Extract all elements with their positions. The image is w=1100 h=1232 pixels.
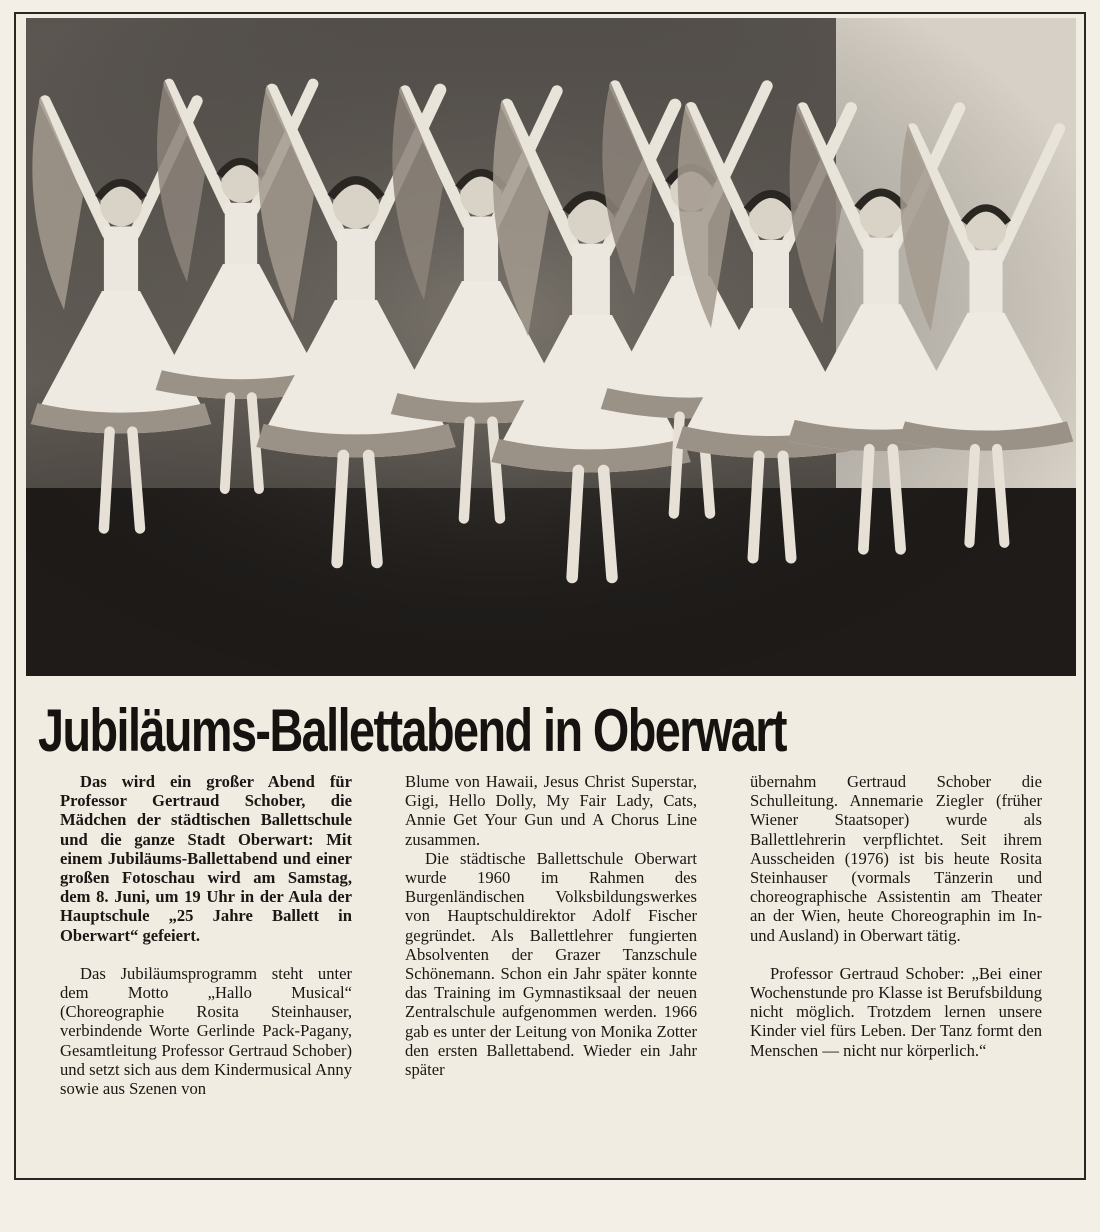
body-paragraph: Blume von Hawaii, Jesus Christ Superstar, Gigi, Hello Dolly, My Fair Lady, Cats, Annie Get Your Gun und A Chorus Line zusammen. [405, 772, 697, 849]
quote-paragraph: Professor Gertraud Schober: „Bei einer Wochenstunde pro Klasse ist Berufsbildung nicht möglich. Trotzdem lernen unsere Kinder viel fürs Leben. Der Tanz formt den Menschen — nicht nur körperlich.“ [750, 963, 1042, 1060]
headline: Jubiläums-Ballettabend in Oberwart [38, 697, 786, 764]
body-paragraph: Die städtische Ballettschule Oberwart wurde 1960 im Rahmen des Burgenländischen Volksbildungswerkes von Hauptschuldirektor Adolf Fischer gegründet. Als Ballettlehrer fungierten Absolventen der Grazer Tanzschule Schönemann. Schon ein Jahr später konnte das Training im Gymnastiksaal der neuen Zentralschule aufgenommen werden. 1966 gab es unter der Leitung von Monika Zotter den ersten Ballettabend. Wieder ein Jahr später [405, 848, 697, 1080]
column-2 [405, 772, 697, 1079]
newspaper-clipping [14, 12, 1086, 1180]
photo-illustration [26, 18, 1076, 676]
ballet-dancers-photo [26, 18, 1076, 676]
body-paragraph: Das Jubiläumsprogramm steht unter dem Motto „Hallo Musical“ (Choreographie Rosita Steinhauser, verbindende Worte Gerlinde Pack-Pagany, Gesamtleitung Professor Gertraud Schober) und setzt sich aus dem Kindermusical Anny sowie aus Szenen von [60, 963, 352, 1099]
article-columns [60, 772, 1060, 1172]
column-3 [750, 772, 1042, 1060]
column-1 [60, 772, 352, 1098]
lead-paragraph: Das wird ein großer Abend für Professor Gertraud Schober, die Mädchen der städtischen Ballettschule und die ganze Stadt Oberwart: Mit einem Jubiläums-Ballettabend und einer großen Fotoschau wird am Samstag, dem 8. Juni, um 19 Uhr in der Aula der Hauptschule „25 Jahre Ballett in Oberwart“ gefeiert. [60, 772, 352, 945]
body-paragraph: übernahm Gertraud Schober die Schulleitung. Annemarie Ziegler (früher Wiener Staatsoper) wurde als Ballettlehrerin verpflichtet. Seit ihrem Ausscheiden (1976) ist bis heute Rosita Steinhauser (vormals Tänzerin und choreographische Assistentin am Theater an der Wien, heute Choreographin im In- und Ausland) in Oberwart tätig. [750, 772, 1042, 945]
